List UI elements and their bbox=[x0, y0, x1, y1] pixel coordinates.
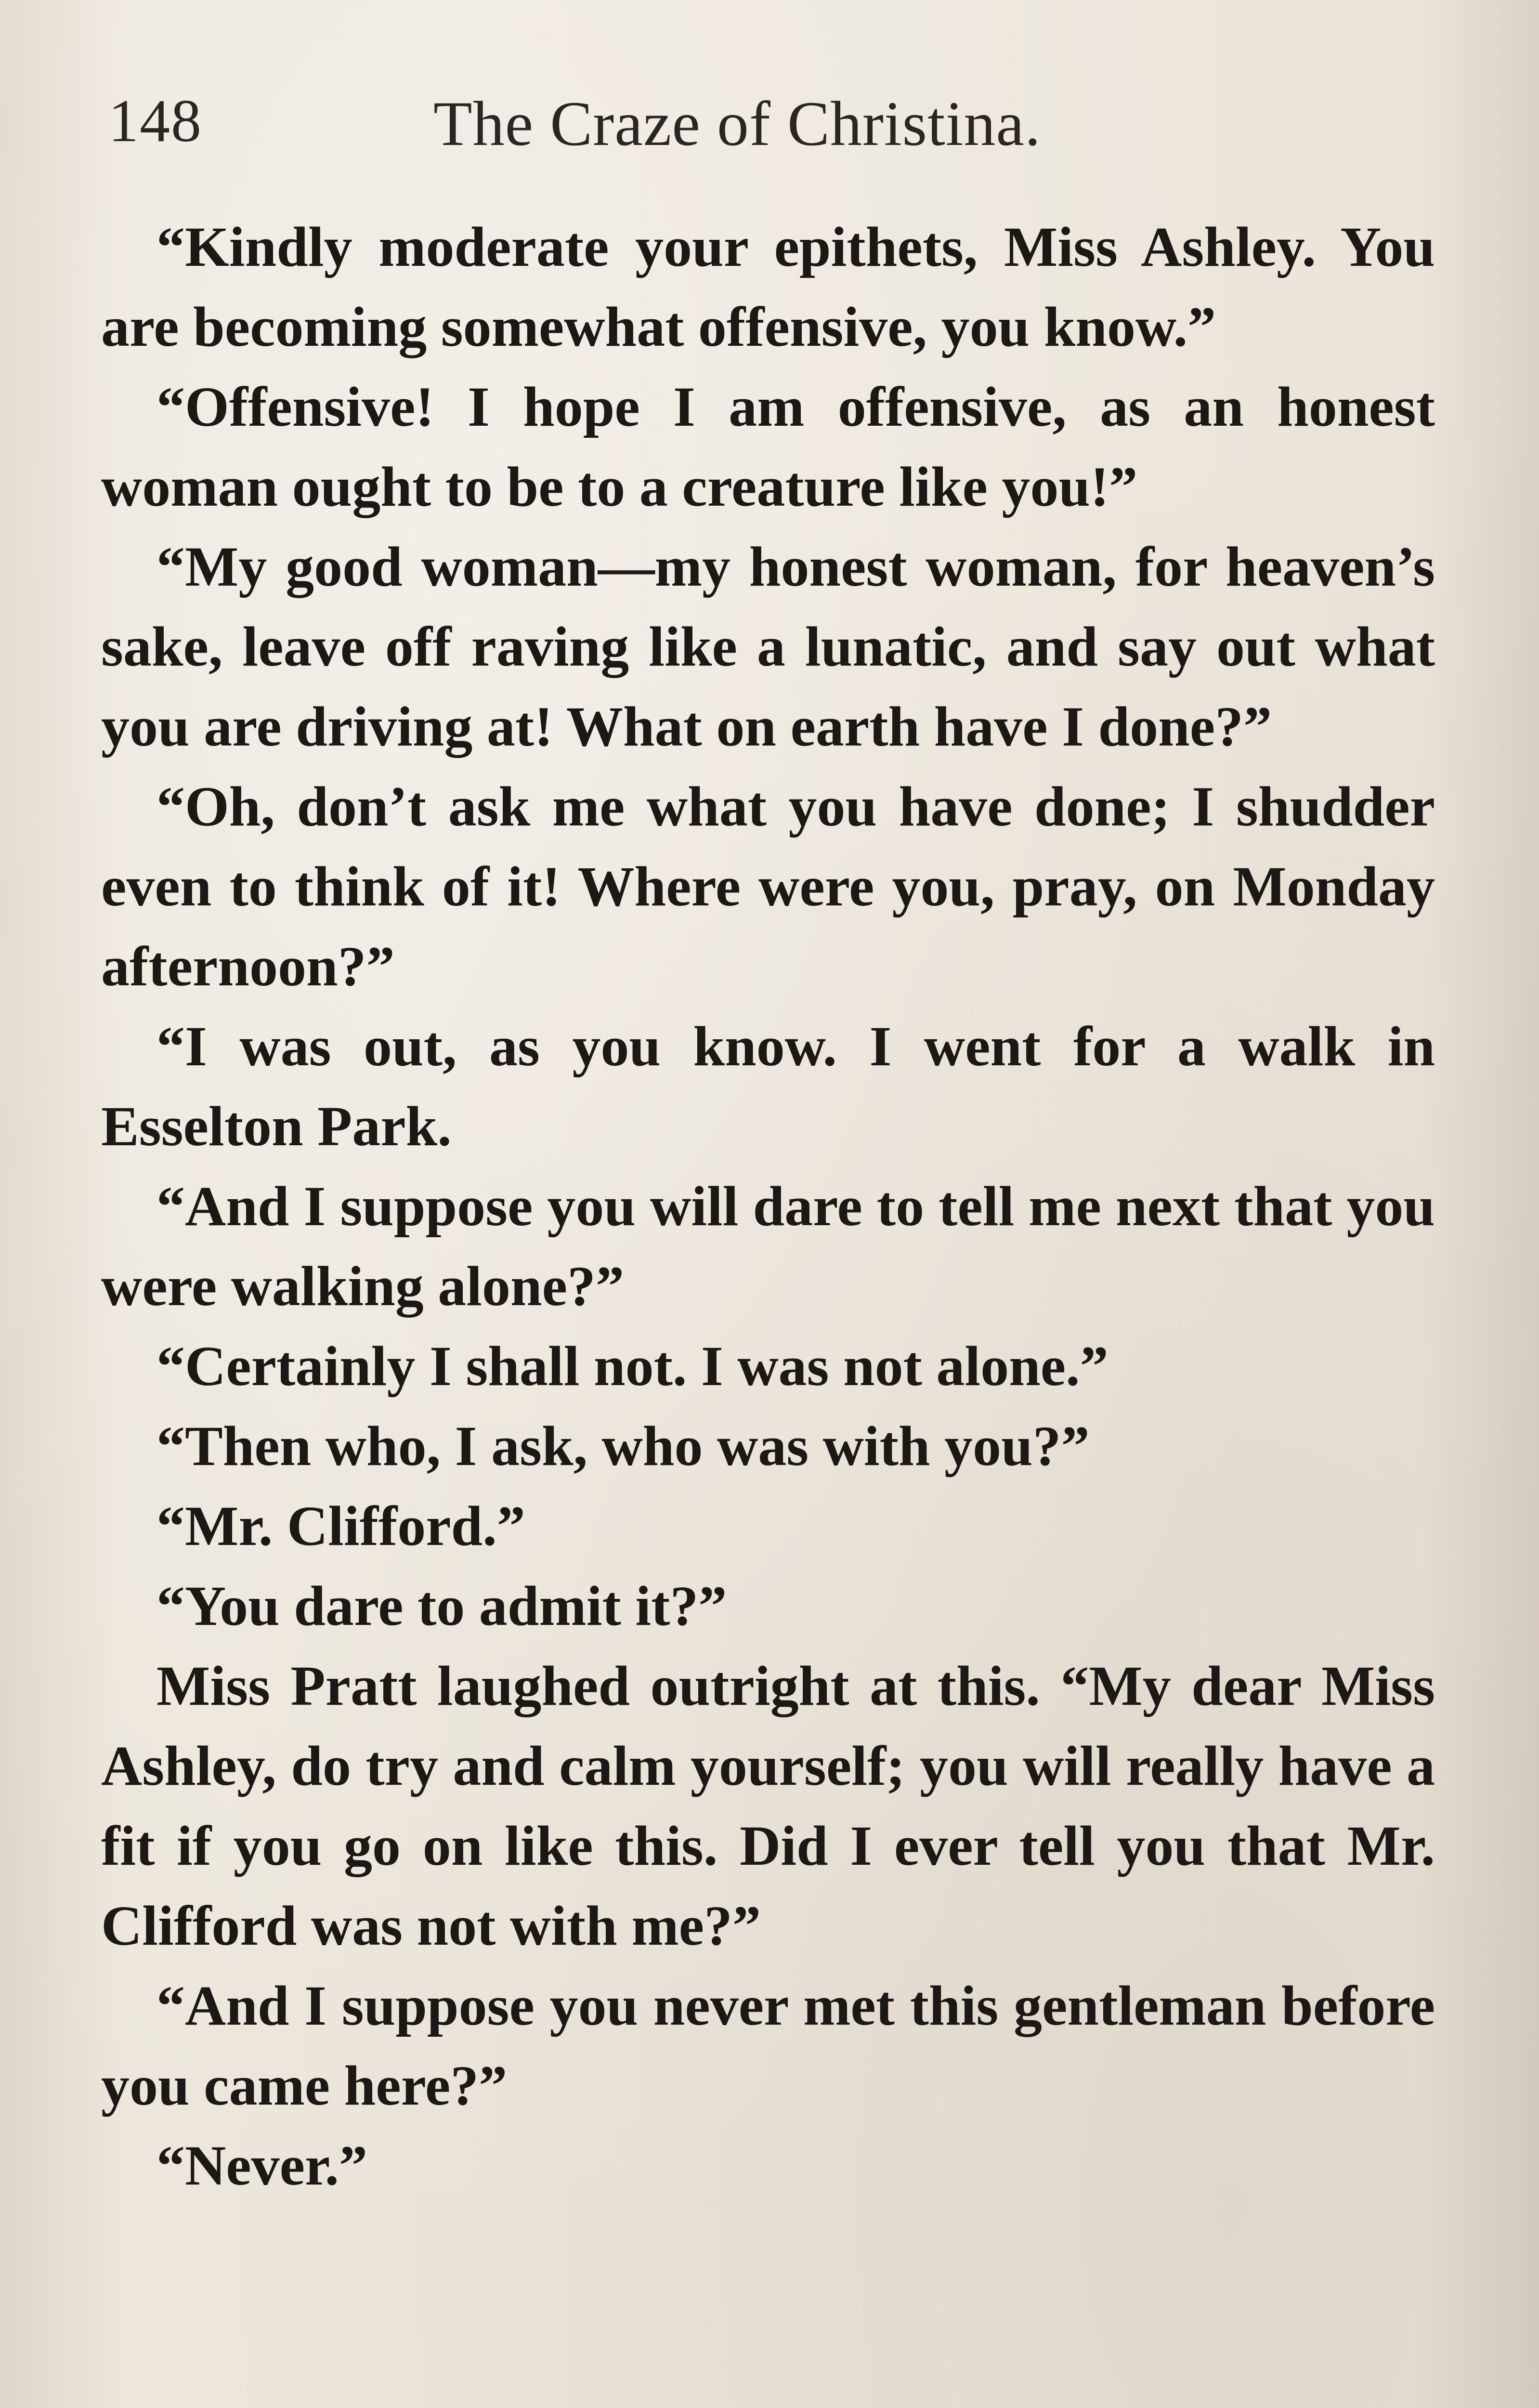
paragraph-1: “Kindly moderate your epithets, Miss Ashley. You are becoming somewhat offensive, you know.” bbox=[101, 215, 1435, 358]
paragraph-12: “And I suppose you never met this gentleman before you came here?” bbox=[101, 1974, 1435, 2117]
page-number: 148 bbox=[108, 88, 202, 155]
paragraph-13: “Never.” bbox=[157, 2134, 368, 2197]
paragraph-4: “Oh, don’t ask me what you have done; I shudder even to think of it! Where were you, pray, on Monday afternoon?” bbox=[101, 775, 1435, 998]
paragraph-2: “Offensive! I hope I am offensive, as an honest woman ought to be to a creature like you!” bbox=[101, 375, 1435, 518]
body-text bbox=[101, 207, 1435, 2206]
paragraph-11: Miss Pratt laughed outright at this. “My dear Miss Ashley, do try and calm yourself; you will really have a fit if you go on like this. Did I ever tell you that Mr. Clifford was not with me?” bbox=[101, 1654, 1435, 1957]
paragraph-3: “My good woman—my honest woman, for heaven’s sake, leave off raving like a lunatic, and say out what you are driving at! What on earth have I done?” bbox=[101, 535, 1435, 758]
paragraph-6: “And I suppose you will dare to tell me next that you were walking alone?” bbox=[101, 1175, 1435, 1318]
paragraph-8: “Then who, I ask, who was with you?” bbox=[157, 1414, 1090, 1478]
paragraph-5: “I was out, as you know. I went for a walk in Esselton Park. bbox=[101, 1015, 1435, 1158]
running-title: The Craze of Christina. bbox=[433, 88, 1041, 159]
page-header bbox=[108, 87, 1428, 159]
paragraph-10: “You dare to admit it?” bbox=[157, 1574, 727, 1637]
paragraph-9: “Mr. Clifford.” bbox=[157, 1494, 525, 1557]
paragraph-7: “Certainly I shall not. I was not alone.” bbox=[157, 1335, 1109, 1398]
